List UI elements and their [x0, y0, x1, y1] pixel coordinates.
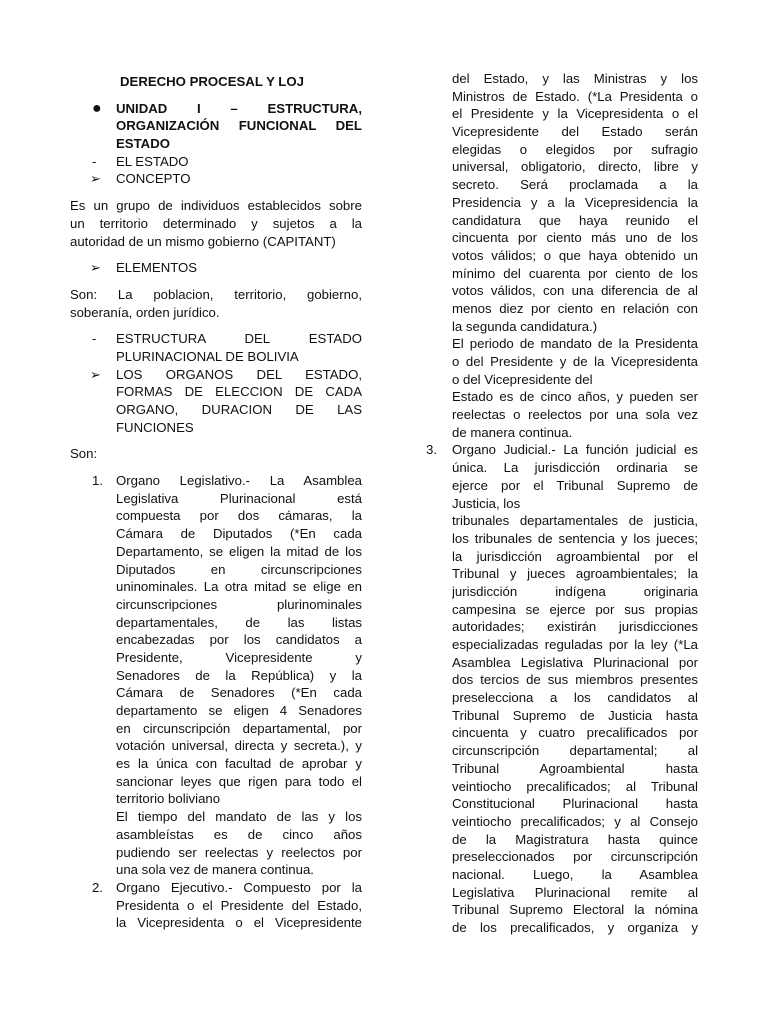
list-line: los tribunales de sentencia y los jueces;: [452, 530, 698, 546]
concepto-label: CONCEPTO: [116, 171, 191, 187]
list-line: Presidente, Vicepresidente y: [116, 649, 362, 665]
list-line: única. La jurisdicción ordinaria se: [452, 460, 698, 476]
document-title: DERECHO PROCESAL Y LOJ: [120, 74, 304, 89]
list-line: Presidenta o el Presidente del Estado,: [116, 897, 362, 913]
list-line: Organo Judicial.- La función judicial es: [452, 442, 698, 458]
list-line: LOS ORGANOS DEL ESTADO,: [116, 366, 362, 382]
list-line: compuesta por dos cámaras, la: [116, 508, 362, 524]
list-line: Justicia, los: [452, 495, 521, 511]
paragraph-line: Son: La poblacion, territorio, gobierno,: [70, 286, 362, 302]
list-line: FUNCIONES: [116, 419, 194, 435]
list-line: Senadores de la República) y la: [116, 667, 362, 683]
organo-legislativo-item: [70, 472, 362, 879]
list-line: Tribunal y jueces agroambientales; la: [452, 566, 698, 582]
estructura-item: [70, 330, 362, 365]
list-line: del Estado, y las Ministras y los: [452, 71, 698, 86]
arrow-bullet-icon: ➢: [90, 260, 102, 276]
list-line: mínimo del cuarenta por ciento de los: [452, 265, 698, 281]
list-line: votación universal, directa y secreta.), y: [116, 738, 362, 754]
list-line: candidatura que haya reunido el: [452, 212, 698, 228]
unidad-line: ESTADO: [116, 136, 170, 152]
list-line: campesina se ejerce por sus propias: [452, 601, 698, 617]
list-line: Estado es de cinco años, y pueden ser: [452, 389, 698, 405]
list-line: Legislativa Plurinacional está: [116, 490, 362, 506]
list-line: encabezadas por los candidatos a: [116, 632, 362, 648]
list-line: secreto. Será proclamada a la: [452, 177, 698, 193]
paragraph-line: soberanía, orden jurídico.: [70, 304, 220, 320]
list-line: de la Magistratura hasta quince: [452, 831, 698, 847]
list-line: sancionar leyes que rigen para todo el: [116, 773, 362, 789]
list-number: 3.: [426, 442, 437, 458]
list-line: Organo Ejecutivo.- Compuesto por la: [116, 879, 362, 895]
list-line: Organo Legislativo.- La Asamblea: [116, 473, 362, 489]
list-line: El periodo de mandato de la Presidenta: [452, 336, 698, 352]
list-line: Diputados en circunscripciones: [116, 561, 362, 577]
list-line: la Vicepresidenta o el Vicepresidente: [116, 915, 362, 931]
list-line: veintiocho precalificados; y al Consejo: [452, 813, 698, 829]
list-number: 2.: [92, 879, 103, 895]
list-line: es la única con facultad de aprobar y: [116, 756, 362, 772]
list-line: FORMAS DE ELECCION DE CADA: [116, 384, 362, 400]
list-line: Cámara de Diputados (*En cada: [116, 526, 362, 542]
list-line: ORGANO, DURACION DE LAS: [116, 402, 362, 417]
dash-icon: -: [92, 331, 97, 347]
list-line: elegidas o elegidos por sufragio: [452, 141, 698, 157]
list-line: autoridades; existirán jurisdicciones: [452, 619, 698, 635]
list-line: o del Vicepresidente del: [452, 371, 593, 387]
list-line: o del Presidente y de la Vicepresidenta: [452, 354, 698, 369]
list-line: cincuenta por ciento más uno de los: [452, 230, 698, 246]
list-line: Ministros de Estado. (*La Presidenta o: [452, 88, 698, 104]
concepto-item: [70, 170, 362, 188]
arrow-bullet-icon: ➢: [90, 366, 102, 382]
list-line: asambleístas es de cinco años: [116, 826, 362, 842]
list-line: departamentales, de las listas: [116, 614, 362, 630]
list-line: ESTRUCTURA DEL ESTADO: [116, 331, 362, 347]
list-line: Departamento, se eligen la mitad de los: [116, 543, 362, 559]
list-line: especializadas reguladas por la ley (*La: [452, 637, 698, 652]
arrow-bullet-icon: ➢: [90, 171, 102, 187]
list-line: veintiocho precalificados; al Tribunal: [452, 778, 698, 794]
list-line: de los precalificados, y organiza y: [452, 920, 698, 935]
left-column: [70, 70, 362, 932]
organo-ejecutivo-item: [70, 879, 362, 932]
list-line: territorio boliviano: [116, 791, 221, 807]
elementos-paragraph: [70, 286, 362, 321]
list-line: Tribunal Agroambiental hasta: [452, 760, 698, 776]
list-line: Tribunal Supremo de Justicia hasta: [452, 707, 698, 723]
estado-item: [70, 153, 362, 171]
estado-label: EL ESTADO: [116, 153, 189, 169]
list-line: nacional. Luego, la Asamblea: [452, 866, 698, 882]
right-column: [426, 70, 698, 937]
list-line: la jurisdicción agroambiental por el: [452, 548, 698, 564]
unidad-heading: [70, 100, 362, 153]
list-line: preseleccionados por circunscripción: [452, 849, 698, 865]
list-line: votos válidos, con una diferencia de al: [452, 283, 698, 299]
bullet-icon: ●: [92, 99, 102, 117]
son-label: Son:: [70, 446, 98, 462]
list-line: cincuenta y cuatro precalificados por: [452, 725, 698, 741]
list-line: ejerce por el Tribunal Supremo de: [452, 477, 698, 493]
paragraph-line: un territorio determinado y sujetos a la: [70, 215, 362, 231]
list-line: pudiendo ser reelectas y reelectos por: [116, 844, 362, 860]
elementos-item: [70, 259, 362, 277]
list-line: universal, obligatorio, directo, libre y: [452, 159, 698, 175]
list-line: tribunales departamentales de justicia,: [452, 513, 698, 529]
list-line: de manera continua.: [452, 424, 573, 440]
organos-item: [70, 366, 362, 437]
list-line: el Presidente y la Vicepresidenta o el: [452, 106, 698, 122]
list-line: Asamblea Legislativa Plurinacional por: [452, 654, 698, 670]
list-line: jurisdicción indígena originaria: [452, 583, 698, 599]
list-line: reelectas o reelectos por una sola vez: [452, 407, 698, 423]
list-line: en circunscripción departamental, por: [116, 720, 362, 736]
list-line: departamento se eligen 4 Senadores: [116, 703, 362, 718]
dash-icon: -: [92, 153, 97, 169]
list-line: menos diez por ciento en relación con: [452, 300, 698, 316]
list-line: Presidencia y a la Vicepresidencia la: [452, 194, 698, 210]
list-line: Cámara de Senadores (*En cada: [116, 685, 362, 701]
list-line: votos válidos; o que haya obtenido un: [452, 247, 698, 263]
unidad-line: UNIDAD I – ESTRUCTURA,: [116, 100, 362, 116]
organo-judicial-item: [426, 441, 698, 936]
list-line: uninominales. La otra mitad se elige en: [116, 579, 362, 595]
unidad-line: ORGANIZACIÓN FUNCIONAL DEL: [116, 118, 362, 134]
list-line: la segunda candidatura.): [452, 318, 598, 334]
list-line: preselecciona a los candidatos al: [452, 690, 698, 706]
list-line: Legislativa Plurinacional remite al: [452, 884, 698, 900]
list-line: PLURINACIONAL DE BOLIVIA: [116, 348, 299, 364]
list-line: circunscripciones plurinominales: [116, 596, 362, 612]
paragraph-line: autoridad de un mismo gobierno (CAPITANT): [70, 233, 336, 249]
concepto-paragraph: [70, 197, 362, 250]
list-number: 1.: [92, 473, 103, 489]
paragraph-line: Es un grupo de individuos establecidos sobre: [70, 198, 362, 214]
list-line: Constitucional Plurinacional hasta: [452, 796, 698, 812]
list-line: dos tercios de sus miembros presentes: [452, 672, 698, 688]
list-line: Tribunal Supremo Electoral la nómina: [452, 902, 698, 918]
list-line: Vicepresidente del Estado serán: [452, 124, 698, 140]
list-line: circunscripción departamental; al: [452, 743, 698, 759]
list-line: una sola vez de manera continua.: [116, 862, 314, 878]
list-line: El tiempo del mandato de las y los: [116, 809, 362, 825]
elementos-label: ELEMENTOS: [116, 260, 198, 276]
